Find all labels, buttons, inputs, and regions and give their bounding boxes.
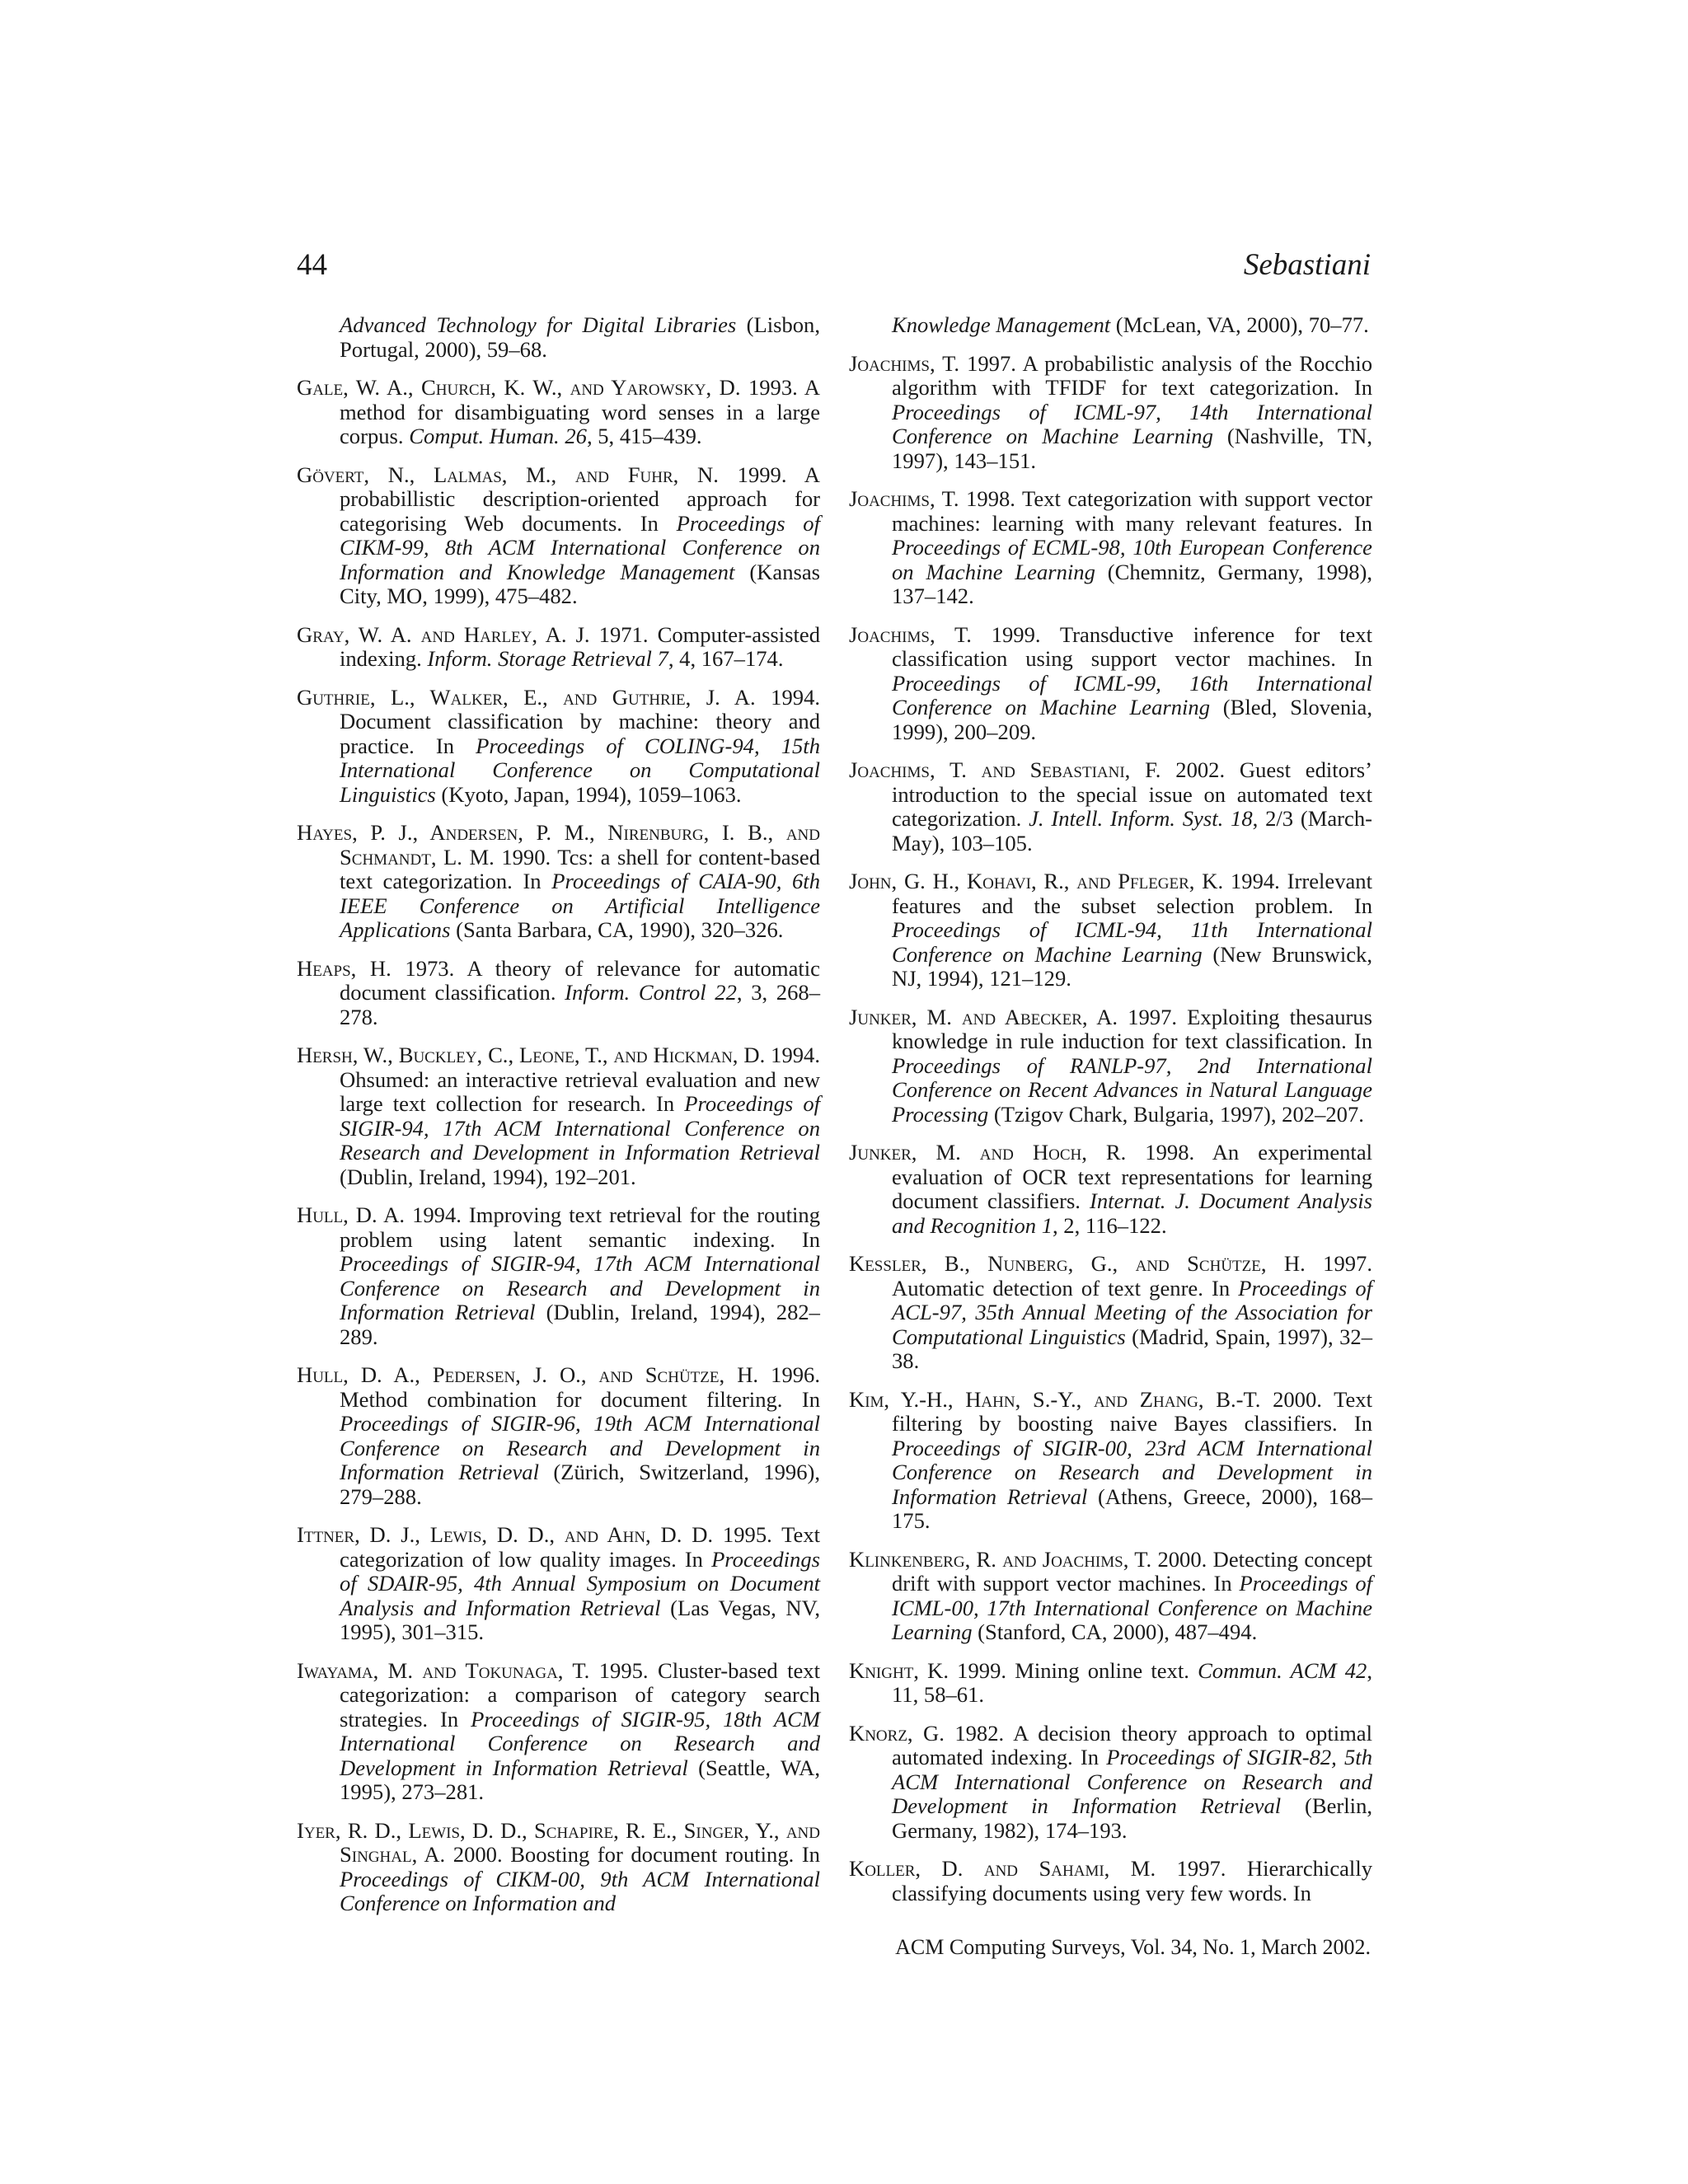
reference-title: Cluster-based text categorization: a comparison of category search strategies. In: [340, 1657, 820, 1732]
reference-entry: [849, 1252, 1372, 1374]
reference-title: A probabilistic analysis of the Rocchio algorithm with TFIDF for text categorization. In: [892, 350, 1373, 400]
reference-authors: Hull, D. A.: [297, 1202, 406, 1227]
reference-year: 1997.: [967, 350, 1016, 376]
reference-venue: Proceedings of SIGIR-94, 17th ACM International Conference on Research and Development in Information Retrieval: [340, 1251, 820, 1324]
reference-details: (Lisbon, Portugal, 2000), 59–68.: [340, 312, 820, 362]
reference-title: A method for disambiguating word senses in a large corpus.: [340, 375, 820, 448]
reference-authors: Gray, W. A. and Harley, A. J.: [297, 621, 590, 647]
reference-details: , 5, 415–439.: [586, 424, 702, 448]
reference-venue: Proceedings of ICML-97, 14th International Conference on Machine Learning: [892, 399, 1372, 448]
reference-entry: [297, 1203, 820, 1349]
reference-entry: [297, 957, 820, 1030]
reference-entry: [297, 1659, 820, 1805]
reference-venue: Proceedings of CAIA-90, 6th IEEE Conference on Artificial Intelligence Applications: [340, 869, 820, 942]
reference-entry: [297, 1523, 820, 1645]
reference-year: 1998.: [966, 486, 1015, 511]
page-number: 44: [297, 248, 327, 282]
reference-details: (Dublin, Ireland, 1994), 282–289.: [340, 1300, 820, 1349]
reference-entry: [849, 1005, 1372, 1127]
reference-details: (Chemnitz, Germany, 1998), 137–142.: [892, 559, 1372, 608]
reference-year: 1995.: [722, 1522, 772, 1547]
reference-title: Transductive inference for text classification using support vector machines. In: [892, 621, 1372, 671]
reference-authors: Junker, M. and Abecker, A.: [849, 1004, 1118, 1029]
reference-title: Irrelevant features and the subset selection problem. In: [892, 869, 1372, 918]
reference-year: 1994.: [1230, 869, 1280, 893]
reference-entry: [297, 313, 820, 362]
reference-authors: Heaps, H.: [297, 955, 392, 981]
reference-entry: [297, 821, 820, 943]
reference-authors: Iyer, R. D., Lewis, D. D., Schapire, R. E., Singer, Y., and Singhal, A.: [297, 1817, 820, 1867]
reference-venue: Advanced Technology for Digital Libraries: [340, 312, 737, 337]
reference-year: 2000.: [1273, 1386, 1322, 1412]
reference-title: Exploiting thesaurus knowledge in rule induction for text classification. In: [892, 1004, 1373, 1053]
reference-year: 1995.: [598, 1657, 649, 1683]
reference-authors: Joachims, T.: [849, 486, 959, 511]
reference-year: 1999.: [991, 621, 1041, 647]
reference-venue: Proceedings of SIGIR-95, 18th ACM International Conference on Research and Development in Information Retrieval: [340, 1706, 820, 1780]
reference-title: Text categorization with support vector machines: learning with many relevant features. In: [892, 486, 1372, 536]
reference-title: Mining online text.: [1015, 1657, 1189, 1683]
reference-details: (Las Vegas, NV, 1995), 301–315.: [340, 1595, 820, 1644]
reference-entry: [297, 1819, 820, 1916]
reference-title: Computer-assisted indexing.: [340, 621, 820, 671]
reference-authors: Ittner, D. J., Lewis, D. D., and Ahn, D. D.: [297, 1522, 714, 1547]
reference-entry: [849, 1857, 1372, 1905]
reference-entry: [297, 623, 820, 672]
reference-entry: [297, 463, 820, 609]
reference-entry: [297, 1043, 820, 1189]
reference-title: Text filtering by boosting naive Bayes classifiers. In: [892, 1386, 1372, 1436]
reference-authors: Junker, M. and Hoch, R.: [849, 1140, 1127, 1165]
reference-entry: [849, 1722, 1372, 1844]
reference-details: (Dublin, Ireland, 1994), 192–201.: [340, 1164, 636, 1189]
reference-venue: Proceedings of CIKM-99, 8th ACM International Conference on Information and Knowledge Management: [340, 510, 820, 584]
reference-title: Document classification by machine: theory and practice. In: [340, 709, 820, 758]
reference-year: 1994.: [412, 1202, 462, 1227]
reference-details: , 4, 167–174.: [668, 646, 784, 671]
reference-details: (Kansas City, MO, 1999), 475–482.: [340, 559, 820, 608]
reference-venue: Proceedings of SIGIR-96, 19th ACM International Conference on Research and Development in Information Retrieval: [340, 1411, 820, 1484]
reference-title: Text categorization of low quality images. In: [340, 1522, 821, 1572]
reference-venue: Proceedings of COLING-94, 15th International Conference on Computational Linguistics: [340, 733, 820, 807]
reference-entry: [297, 1363, 820, 1509]
reference-authors: Kim, Y.-H., Hahn, S.-Y., and Zhang, B.-T.: [849, 1386, 1261, 1412]
reference-authors: Gövert, N., Lalmas, M., and Fuhr, N.: [297, 462, 719, 487]
reference-title: Boosting for document routing. In: [510, 1842, 820, 1867]
reference-details: (Bled, Slovenia, 1999), 200–209.: [892, 695, 1372, 744]
running-title: Sebastiani: [1243, 248, 1371, 282]
reference-authors: Klinkenberg, R. and Joachims, T.: [849, 1546, 1152, 1572]
reference-details: , 2, 116–122.: [1053, 1212, 1167, 1238]
reference-authors: Joachims, T.: [849, 350, 960, 376]
reference-title: Method combination for document filtering. In: [340, 1386, 820, 1412]
reference-year: 2002.: [1175, 757, 1226, 782]
reference-authors: Joachims, T.: [849, 621, 972, 647]
reference-entry: [297, 376, 820, 449]
reference-title: Hierarchically classifying documents using very few words. In: [892, 1856, 1373, 1905]
reference-venue: Inform. Control 22: [565, 980, 737, 1005]
reference-entry: [297, 686, 820, 808]
reference-title: Automatic detection of text genre. In: [892, 1275, 1231, 1301]
reference-venue: Proceedings of ICML-94, 11th International Conference on Machine Learning: [892, 917, 1372, 967]
reference-venue: Proceedings of ICML-00, 17th International Conference on Machine Learning: [892, 1571, 1373, 1644]
reference-title: Improving text retrieval for the routing problem using latent semantic indexing. In: [340, 1202, 821, 1252]
reference-year: 2000.: [452, 1842, 503, 1867]
reference-year: 2000.: [1157, 1546, 1207, 1572]
reference-title: Tcs: a shell for content-based text categorization. In: [340, 844, 821, 893]
reference-entry: [849, 758, 1372, 855]
reference-year: 1993.: [748, 375, 798, 400]
reference-year: 1990.: [501, 844, 551, 869]
reference-details: (Nashville, TN, 1997), 143–151.: [892, 424, 1372, 473]
reference-venue: Proceedings of SIGIR-00, 23rd ACM International Conference on Research and Development in Information Retrieval: [892, 1435, 1372, 1509]
reference-authors: Gale, W. A., Church, K. W., and Yarowsky, D.: [297, 375, 741, 400]
left-column: [297, 313, 820, 1930]
reference-authors: Iwayama, M. and Tokunaga, T.: [297, 1657, 590, 1683]
reference-authors: John, G. H., Kohavi, R., and Pfleger, K.: [849, 869, 1224, 893]
reference-details: (Berlin, Germany, 1982), 174–193.: [892, 1793, 1373, 1843]
reference-venue: Proceedings of ICML-99, 16th International Conference on Machine Learning: [892, 670, 1372, 719]
reference-authors: Hayes, P. J., Andersen, P. M., Nirenburg, I. B., and Schmandt, L. M.: [297, 820, 820, 869]
reference-title: Ohsumed: an interactive retrieval evaluation and new large text collection for research. In: [340, 1066, 820, 1116]
reference-title: A probabillistic description-oriented approach for categorising Web documents. In: [340, 462, 820, 536]
reference-venue: Proceedings of CIKM-00, 9th ACM International Conference on Information and: [340, 1866, 820, 1915]
reference-details: (Seattle, WA, 1995), 273–281.: [340, 1755, 820, 1804]
reference-entry: [849, 869, 1372, 991]
reference-authors: Knight, K.: [849, 1657, 949, 1683]
reference-year: 1999.: [957, 1657, 1007, 1683]
reference-authors: Koller, D. and Sahami, M.: [849, 1856, 1156, 1881]
reference-venue: Proceedings of ACL-97, 35th Annual Meeting of the Association for Computational Linguistics: [892, 1275, 1372, 1349]
reference-venue: Knowledge Management: [892, 312, 1111, 337]
reference-venue: Proceedings of SIGIR-94, 17th ACM International Conference on Research and Development in Information Retrieval: [340, 1091, 821, 1165]
reference-authors: Guthrie, L., Walker, E., and Guthrie, J. A.: [297, 684, 756, 710]
reference-details: (Madrid, Spain, 1997), 32–38.: [892, 1324, 1372, 1373]
reference-details: , 2/3 (March-May), 103–105.: [892, 806, 1372, 855]
reference-details: (Stanford, CA, 2000), 487–494.: [972, 1619, 1258, 1644]
reference-authors: Kessler, B., Nunberg, G., and Schütze, H.: [849, 1251, 1306, 1276]
reference-entry: [849, 1659, 1372, 1708]
reference-entry: [849, 1141, 1372, 1238]
reference-authors: Hersh, W., Buckley, C., Leone, T., and Hickman, D.: [297, 1043, 766, 1067]
reference-venue: Proceedings of SDAIR-95, 4th Annual Symposium on Document Analysis and Information Retrieval: [340, 1546, 821, 1620]
reference-year: 1997.: [1176, 1856, 1226, 1881]
reference-details: (McLean, VA, 2000), 70–77.: [1110, 312, 1369, 337]
reference-title: Guest editors’ introduction to the special issue on automated text categorization.: [892, 757, 1373, 831]
reference-details: (Kyoto, Japan, 1994), 1059–1063.: [435, 781, 742, 807]
reference-year: 1997.: [1128, 1004, 1178, 1029]
reference-details: , 11, 58–61.: [892, 1657, 1373, 1707]
reference-authors: Joachims, T. and Sebastiani, F.: [849, 757, 1161, 782]
reference-year: 1994.: [771, 684, 821, 710]
reference-year: 1971.: [598, 621, 649, 647]
reference-authors: Hull, D. A., Pedersen, J. O., and Schütze, H.: [297, 1362, 759, 1387]
reference-details: (New Brunswick, NJ, 1994), 121–129.: [892, 941, 1372, 991]
reference-venue: J. Intell. Inform. Syst. 18: [1029, 806, 1253, 831]
reference-year: 1999.: [737, 462, 787, 487]
reference-venue: Comput. Human. 26: [409, 424, 587, 448]
reference-entry: [849, 352, 1372, 474]
reference-venue: Proceedings of ECML-98, 10th European Conference on Machine Learning: [892, 535, 1372, 584]
right-column: [849, 313, 1372, 1919]
reference-title: Detecting concept drift with support vector machines. In: [892, 1546, 1373, 1596]
reference-title: A theory of relevance for automatic document classification.: [340, 955, 820, 1005]
reference-year: 1998.: [1145, 1140, 1195, 1165]
reference-title: A decision theory approach to optimal automated indexing. In: [892, 1720, 1372, 1769]
reference-details: (Zürich, Switzerland, 1996), 279–288.: [340, 1460, 820, 1509]
reference-venue: Commun. ACM 42: [1198, 1657, 1367, 1683]
journal-footer: ACM Computing Surveys, Vol. 34, No. 1, March 2002.: [895, 1935, 1371, 1959]
reference-venue: Proceedings of RANLP-97, 2nd International Conference on Recent Advances in Natural Language Processing: [892, 1052, 1372, 1127]
reference-details: (Athens, Greece, 2000), 168–175.: [892, 1483, 1372, 1533]
reference-authors: Knorz, G.: [849, 1720, 945, 1746]
reference-title: An experimental evaluation of OCR text representations for learning document classifiers.: [892, 1140, 1373, 1213]
reference-year: 1994.: [771, 1043, 820, 1067]
reference-entry: [849, 623, 1372, 745]
reference-year: 1996.: [771, 1362, 820, 1387]
reference-entry: [849, 1548, 1372, 1645]
reference-venue: Proceedings of SIGIR-82, 5th ACM International Conference on Research and Development in Information Retrieval: [892, 1745, 1372, 1818]
reference-venue: Internat. J. Document Analysis and Recognition 1: [892, 1188, 1372, 1238]
reference-venue: Inform. Storage Retrieval 7: [427, 646, 668, 671]
reference-year: 1997.: [1323, 1251, 1372, 1276]
reference-details: (Santa Barbara, CA, 1990), 320–326.: [450, 917, 784, 942]
reference-details: , 3, 268–278.: [340, 980, 820, 1029]
reference-entry: [849, 1388, 1372, 1534]
reference-year: 1982.: [954, 1720, 1005, 1746]
reference-entry: [849, 487, 1372, 609]
reference-details: (Tzigov Chark, Bulgaria, 1997), 202–207.: [988, 1101, 1364, 1127]
reference-year: 1973.: [405, 955, 455, 981]
reference-entry: [849, 313, 1372, 338]
